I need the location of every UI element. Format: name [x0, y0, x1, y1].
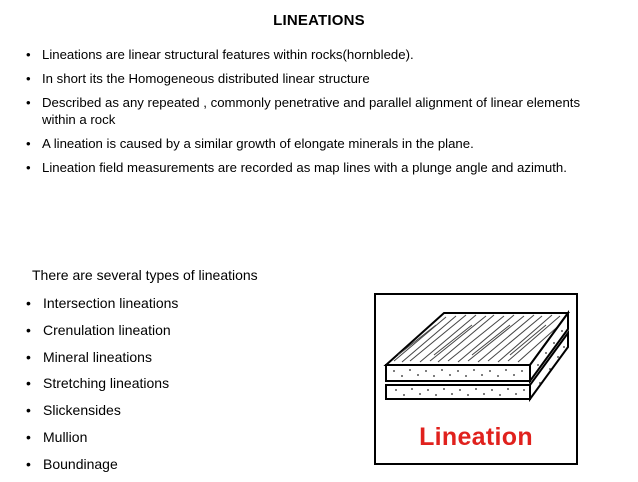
bullet-icon: •	[26, 295, 31, 311]
slide-title: LINEATIONS	[273, 12, 365, 29]
block-upper-layer-front	[386, 365, 530, 381]
bullet-item	[26, 70, 606, 87]
bullet-text: Described as any repeated , commonly penetrative and parallel alignment of linear elements within a rock	[42, 95, 581, 127]
bullet-icon: •	[26, 375, 31, 392]
type-item	[26, 348, 356, 375]
figure-label: Lineation	[419, 423, 533, 451]
block-lower-layer-front	[386, 385, 530, 399]
type-text: Boundinage	[43, 455, 118, 472]
bullet-icon: •	[26, 321, 31, 338]
bullet-icon: •	[26, 47, 31, 62]
bullet-text: A lineation is caused by a similar growth of elongate minerals in the plane.	[42, 136, 474, 151]
bullet-icon: •	[26, 455, 31, 472]
type-item	[26, 374, 356, 401]
lineation-figure	[374, 293, 578, 465]
bullet-item	[26, 94, 606, 128]
types-heading: There are several types of lineations	[32, 267, 258, 283]
type-text: Mineral lineations	[43, 348, 152, 365]
type-item	[26, 401, 356, 428]
type-item	[26, 294, 356, 321]
bullet-icon: •	[26, 348, 31, 365]
type-item	[26, 428, 356, 455]
bullet-icon: •	[26, 95, 31, 110]
definition-bullet-list	[26, 46, 606, 183]
bullet-icon: •	[26, 428, 31, 445]
lineation-types-list	[26, 294, 356, 482]
bullet-text: In short its the Homogeneous distributed linear structure	[42, 71, 370, 86]
type-text: Crenulation lineation	[43, 321, 171, 338]
bullet-item	[26, 135, 606, 152]
type-item	[26, 321, 356, 348]
type-text: Mullion	[43, 428, 88, 445]
bullet-icon: •	[26, 160, 31, 175]
type-text: Slickensides	[43, 402, 121, 419]
bullet-text: Lineations are linear structural features within rocks(hornblede).	[42, 47, 414, 62]
type-item	[26, 455, 356, 482]
type-text: Stretching lineations	[43, 375, 170, 392]
type-text: Intersection lineations	[43, 295, 179, 311]
bullet-icon: •	[26, 136, 31, 151]
bullet-item	[26, 159, 606, 176]
bullet-icon: •	[26, 402, 31, 419]
bullet-icon: •	[26, 71, 31, 86]
bullet-text: Lineation field measurements are recorded as map lines with a plunge angle and azimuth.	[42, 160, 567, 175]
bullet-item	[26, 46, 606, 63]
